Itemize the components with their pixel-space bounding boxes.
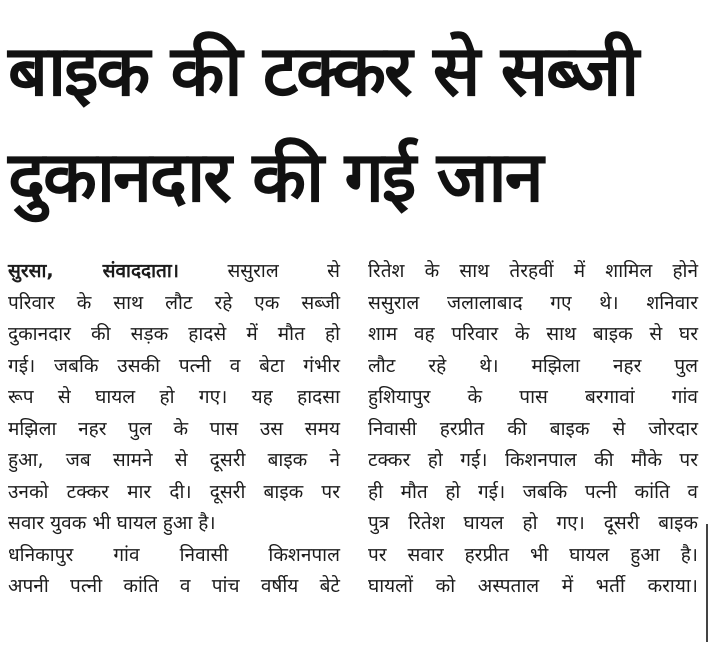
article-line-text: ससुराल से — [227, 260, 340, 282]
article-column-1 — [8, 256, 340, 603]
article-line: रूप से घायल हो गए। यह हादसा — [8, 386, 340, 408]
article-line: लौट रहे थे। मझिला नहर पुल — [368, 354, 698, 377]
article-line: ही मौत हो गई। जबकि पत्नी कांति व — [368, 480, 698, 503]
headline-line-1: बाइक की टक्कर से सब्जी — [8, 30, 638, 112]
article-line: शाम वह परिवार के साथ बाइक से घर — [368, 323, 698, 345]
article-line: हुशियापुर के पास बरगावां गांव — [368, 386, 698, 408]
dateline: सुरसा, संवाददाता। — [8, 260, 179, 282]
article-line: उनको टक्कर मार दी। दूसरी बाइक पर — [8, 480, 340, 503]
article-line: हुआ, जब सामने से दूसरी बाइक ने — [8, 449, 340, 471]
column-edge-rule — [706, 524, 708, 642]
article-column-2 — [368, 256, 698, 603]
headline-line-2: दुकानदार की गई जान — [8, 136, 542, 218]
article-line: धनिकापुर गांव निवासी किशनपाल — [8, 543, 340, 566]
article-line: पुत्र रितेश घायल हो गए। दूसरी बाइक — [368, 512, 698, 534]
article-line — [8, 256, 340, 288]
article-line: गई। जबकि उसकी पत्नी व बेटा गंभीर — [8, 354, 340, 377]
headline — [8, 18, 708, 230]
article-line: परिवार के साथ लौट रहे एक सब्जी — [8, 291, 340, 314]
article-line: रितेश के साथ तेरहवीं में शामिल होने — [368, 260, 698, 282]
article-line: अपनी पत्नी कांति व पांच वर्षीय बेटे — [8, 575, 340, 597]
article-line: निवासी हरप्रीत की बाइक से जोरदार — [368, 417, 698, 440]
article-line: टक्कर हो गई। किशनपाल की मौके पर — [368, 449, 698, 471]
article-line: दुकानदार की सड़क हादसे में मौत हो — [8, 323, 340, 345]
article-line: घायलों को अस्पताल में भर्ती कराया। — [368, 575, 698, 597]
article-line: ससुराल जलालाबाद गए थे। शनिवार — [368, 291, 698, 314]
article-line: सवार युवक भी घायल हुआ है। — [8, 512, 216, 534]
article-line: मझिला नहर पुल के पास उस समय — [8, 417, 340, 440]
article-line: पर सवार हरप्रीत भी घायल हुआ है। — [368, 543, 698, 566]
